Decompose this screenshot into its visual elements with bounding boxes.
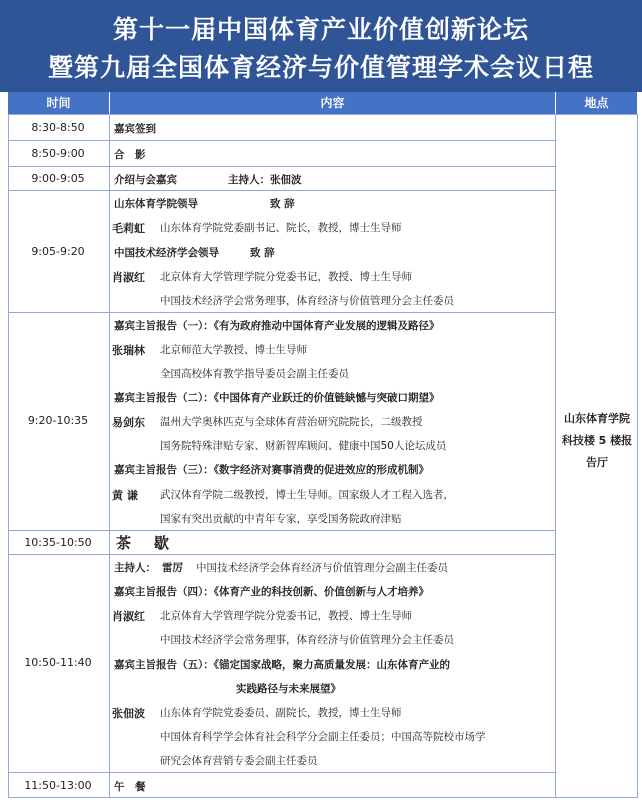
- row-activity: 午 餐: [114, 781, 146, 793]
- keynote-title: 嘉宾主旨报告（五）：《锚定国家战略，聚力高质量发展：山东体育产业的: [114, 659, 450, 671]
- grid-line: [8, 114, 638, 115]
- column-header-place: 地点: [556, 92, 637, 114]
- row-activity: 合 影: [114, 149, 146, 161]
- speaker-desc: 北京体育大学管理学院分党委书记，教授、博士生导师: [160, 271, 412, 283]
- row-time: 10:35-10:50: [24, 536, 92, 549]
- grid-line: [109, 114, 110, 798]
- speaker-desc: 全国高校体育教学指导委员会副主任委员: [160, 368, 349, 380]
- keynote-title: 嘉宾主旨报告（三）：《数字经济对赛事消费的促进效应的形成机制》: [114, 464, 429, 476]
- speaker-desc: 北京体育大学管理学院分党委书记，教授、博士生导师: [160, 610, 412, 622]
- grid-line: [8, 554, 556, 555]
- speaker-name: 易剑东: [112, 416, 145, 429]
- grid-line: [8, 772, 556, 773]
- speaker-name: 张佃波: [112, 707, 145, 720]
- row-activity: 嘉宾签到: [114, 123, 156, 135]
- keynote-title: 嘉宾主旨报告（二）：《中国体育产业跃迁的价值链缺憾与突破口期望》: [114, 392, 440, 404]
- speaker-desc: 北京师范大学教授、博士生导师: [160, 344, 307, 356]
- column-header-time: 时间: [8, 92, 109, 114]
- row-activity: 介绍与会嘉宾: [114, 174, 177, 186]
- grid-line: [8, 190, 556, 191]
- venue-line: 山东体育学院: [564, 412, 630, 425]
- column-header-content: 内容: [110, 92, 555, 114]
- speaker-desc: 武汉体育学院二级教授，博士生导师。国家级人才工程入选者，: [160, 489, 454, 501]
- grid-line: [8, 166, 556, 167]
- keynote-title: 嘉宾主旨报告（一）：《有为政府推动中国体育产业发展的逻辑及路径》: [114, 320, 440, 332]
- speaker-name: 肖淑红: [112, 271, 145, 284]
- row-time: 9:05-9:20: [31, 245, 85, 258]
- speaker-org: 山东体育学院领导: [114, 198, 198, 210]
- grid-line: [8, 140, 556, 141]
- grid-line: [8, 797, 638, 798]
- row-time: 10:50-11:40: [24, 656, 92, 669]
- keynote-title: 嘉宾主旨报告（四）：《体育产业的科技创新、价值创新与人才培养》: [114, 586, 429, 598]
- speaker-name: 毛莉虹: [112, 222, 145, 235]
- host-desc: 中国技术经济学会体育经济与价值管理分会副主任委员: [196, 562, 448, 574]
- title-line-2: 暨第九届全国体育经济与价值管理学术会议日程: [47, 53, 594, 82]
- grid-line: [8, 114, 9, 798]
- speaker-desc: 中国技术经济学会常务理事，体育经济与价值管理分会主任委员: [160, 295, 454, 307]
- speaker-desc: 中国技术经济学会常务理事，体育经济与价值管理分会主任委员: [160, 634, 454, 646]
- schedule-header: [0, 0, 642, 92]
- speaker-desc: 中国体育科学学会体育社会科学分会副主任委员；中国高等院校市场学: [160, 731, 486, 743]
- speech-label: 致 辞: [250, 247, 275, 259]
- host-name: 雷厉: [162, 562, 183, 574]
- speech-label: 致 辞: [270, 198, 295, 210]
- speaker-name: 黄 谦: [112, 489, 138, 502]
- title-line-1: 第十一届中国体育产业价值创新论坛: [112, 15, 529, 44]
- row-time: 8:50-9:00: [31, 147, 85, 160]
- venue-location: [556, 408, 638, 474]
- speaker-desc: 山东体育学院党委委员、副院长，教授，博士生导师: [160, 707, 402, 719]
- keynote-title: 实践路径与未来展望》: [236, 683, 341, 695]
- row-time: 9:00-9:05: [31, 172, 85, 185]
- speaker-name: 张瑞林: [112, 344, 145, 357]
- row-time: 8:30-8:50: [31, 121, 85, 134]
- row-time: 11:50-13:00: [24, 779, 92, 792]
- speaker-desc: 国务院特殊津贴专家、财新智库顾问、健康中国50人论坛成员: [160, 440, 447, 452]
- speaker-desc: 温州大学奥林匹克与全球体育营治研究院院长，二级教授: [160, 416, 423, 428]
- host-label: 主持人：张佃波: [228, 174, 302, 186]
- venue-line: 告厅: [586, 456, 608, 469]
- row-activity: 茶 歇: [116, 534, 174, 552]
- row-time: 9:20-10:35: [27, 414, 89, 427]
- speaker-org: 中国技术经济学会领导: [114, 247, 219, 259]
- speaker-name: 肖淑红: [112, 610, 145, 623]
- speaker-desc: 研究会体育营销专委会副主任委员: [160, 755, 318, 767]
- grid-line: [8, 530, 556, 531]
- host-label: 主持人：: [114, 562, 156, 574]
- speaker-desc: 国家有突出贡献的中青年专家，享受国务院政府津贴: [160, 513, 402, 525]
- grid-line: [8, 312, 556, 313]
- speaker-desc: 山东体育学院党委副书记、院长，教授，博士生导师: [160, 222, 402, 234]
- venue-line: 科技楼 5 楼报: [561, 434, 633, 447]
